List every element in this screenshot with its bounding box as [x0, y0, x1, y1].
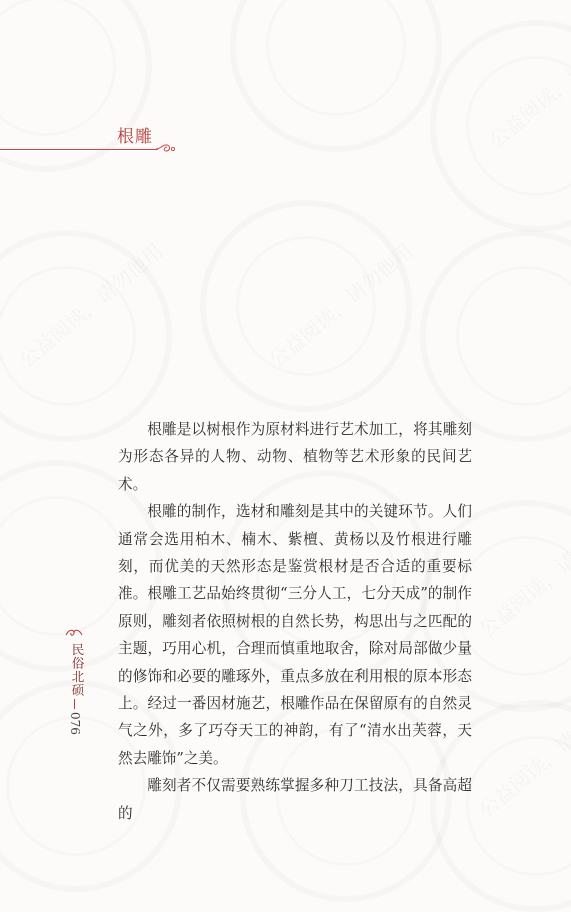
paragraph: 根雕的制作，选材和雕刻是其中的关键环节。人们通常会选用柏木、楠木、紫檀、黄杨以及竹根进行雕刻，而优美的天然形态是鉴赏根材是否合适的重要标准。根雕工艺品始终贯彻“三分人工，七分天成”的制作原则，雕刻者依照树根的自然长势，构思出与之匹配的主题，巧用心机，合理而慎重地取舍，除对局部做少量的修饰和必要的雕琢外，重点多放在利用根的原本形态上。经过一番因材施艺，根雕作品在保留原有的自然灵气之外，多了巧夺天工的神韵，有了“清水出芙蓉，天然去雕饰”之美。 — [118, 503, 472, 767]
side-rule — [74, 699, 75, 709]
watermark-circle — [230, 0, 442, 152]
title-flourish-icon — [155, 142, 177, 154]
watermark-circle — [430, 20, 571, 232]
section-title: 根雕 — [117, 127, 153, 147]
paragraph: 根雕是以树根作为原材料进行艺术加工，将其雕刻为形态各异的人物、动物、植物等艺术形象的民间艺术。 — [118, 421, 472, 493]
watermark-text — [472, 506, 571, 644]
watermark-text — [262, 236, 419, 374]
side-flourish-icon — [64, 626, 84, 640]
watermark-text — [472, 686, 571, 824]
watermark-circle — [420, 230, 571, 442]
paragraph: 雕刻者不仅需要熟练掌握多种刀工技法，具备高超的 — [118, 777, 472, 822]
body-text — [118, 416, 472, 827]
watermark-text — [482, 16, 571, 154]
page-number: 076 — [68, 712, 82, 735]
title-rule — [0, 149, 158, 150]
watermark-text — [12, 236, 169, 374]
watermark-circle — [0, 230, 172, 442]
watermark-circle — [200, 200, 412, 412]
running-title: 民俗北硕 — [70, 643, 85, 697]
